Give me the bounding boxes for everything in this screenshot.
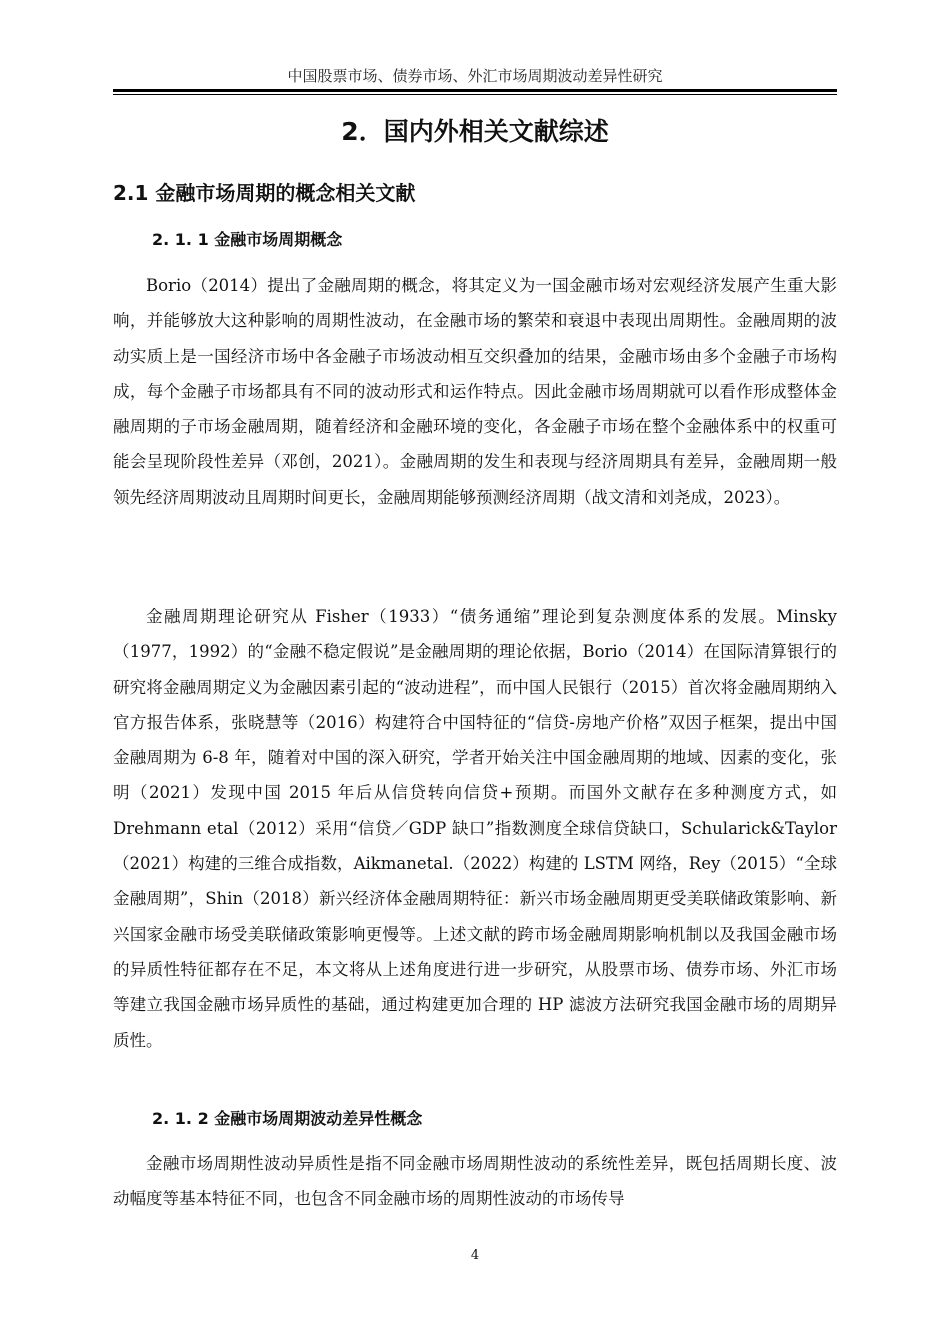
paragraph-1: Borio（2014）提出了金融周期的概念，将其定义为一国金融市场对宏观经济发展产生重大影响，并能够放大这种影响的周期性波动，在金融市场的繁荣和衰退中表现出周期性。金融周期的波动实质上是一国经济市场中各金融子市场波动相互交织叠加的结果，金融市场由多个金融子市场构成，每个金融子市场都具有不同的波动形式和运作特点。因此金融市场周期就可以看作形成整体金融周期的子市场金融周期，随着经济和金融环境的变化，各金融子市场在整个金融体系中的权重可能会呈现阶段性差异（邓创，2021）。金融周期的发生和表现与经济周期具有差异，金融周期一般领先经济周期波动且周期时间更长，金融周期能够预测经济周期（战文清和刘尧成，2023）。 [113,276,837,507]
running-header: 中国股票市场、债券市场、外汇市场周期波动差异性研究 [287,67,663,85]
section-title: 2.1 金融市场周期的概念相关文献 [113,181,416,205]
page-number: 4 [470,1248,480,1263]
header-rule-thin [113,94,837,95]
paragraph-3: 金融市场周期性波动异质性是指不同金融市场周期性波动的系统性差异，既包括周期长度、波动幅度等基本特征不同，也包含不同金融市场的周期性波动的市场传导 [113,1154,837,1209]
header-rule-thick [113,89,837,92]
subsection-title-2-1-1: 2. 1. 1 金融市场周期概念 [152,230,343,249]
paragraph-2: 金融周期理论研究从 Fisher（1933）“债务通缩”理论到复杂测度体系的发展。Minsky（1977，1992）的“金融不稳定假说”是金融周期的理论依据，Borio（2014）在国际清算银行的研究将金融周期定义为金融因素引起的“波动进程”，而中国人民银行（2015）首次将金融周期纳入官方报告体系，张晓慧等（2016）构建符合中国特征的“信贷-房地产价格”双因子框架，提出中国金融周期为 6-8 年，随着对中国的深入研究，学者开始关注中国金融周期的地域、因素的变化，张明（2021）发现中国 2015 年后从信贷转向信贷+预期。而国外文献存在多种测度方式，如 Drehmann etal（2012）采用“信贷／GDP 缺口”指数测度全球信贷缺口，Schularick&Taylor（2021）构建的三维合成指数，Aikmanetal.（2022）构建的 LSTM 网络，Rey（2015）“全球金融周期”，Shin（2018）新兴经济体金融周期特征：新兴市场金融周期更受美联储政策影响、新兴国家金融市场受美联储政策影响更慢等。上述文献的跨市场金融周期影响机制以及我国金融市场的异质性特征都存在不足，本文将从上述角度进行进一步研究，从股票市场、债券市场、外汇市场等建立我国金融市场异质性的基础，通过构建更加合理的 HP 滤波方法研究我国金融市场的周期异质性。 [113,607,837,1050]
chapter-title: 2．国内外相关文献综述 [341,117,609,146]
subsection-title-2-1-2: 2. 1. 2 金融市场周期波动差异性概念 [152,1109,423,1128]
